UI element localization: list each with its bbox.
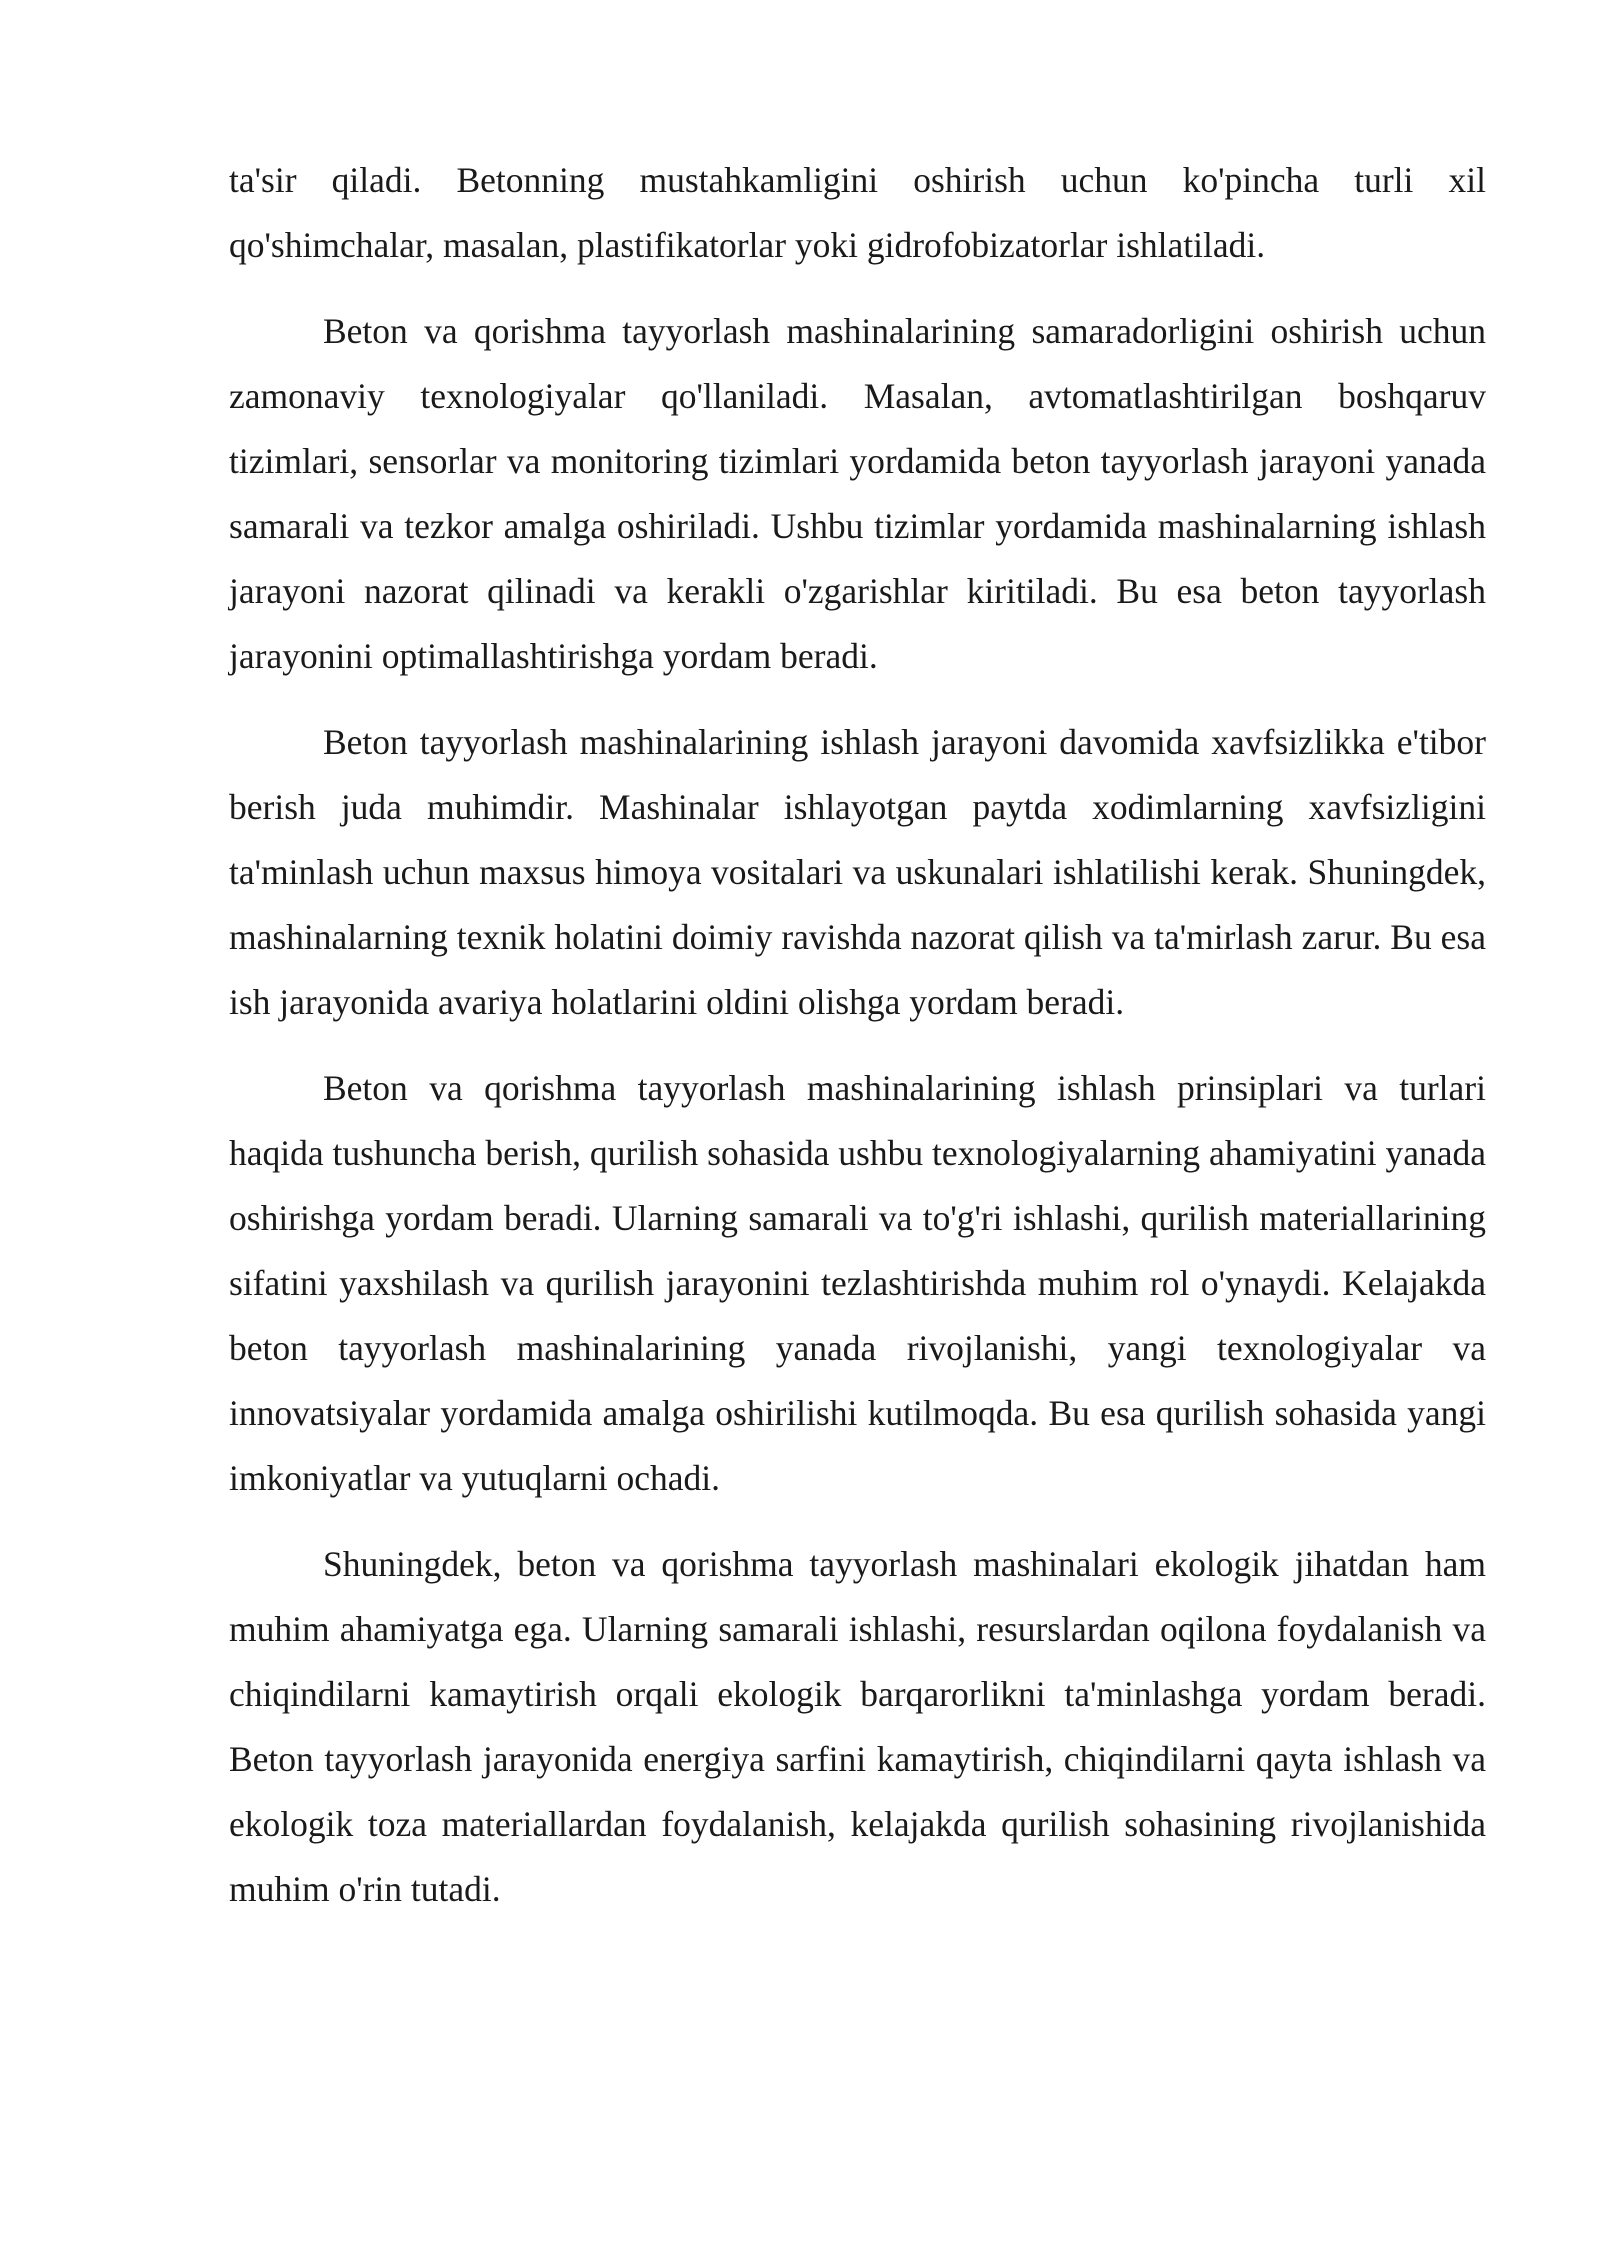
document-body xyxy=(229,148,1486,1922)
paragraph-principles: Beton va qorishma tayyorlash mashinalarining ishlash prinsiplari va turlari haqida tushuncha berish, qurilish sohasida ushbu texnologiyalarning ahamiyatini yanada oshirishga yordam beradi. Ularning samarali va to'g'ri ishlashi, qurilish materiallarining sifatini yaxshilash va qurilish jarayonini tezlashtirishda muhim rol o'ynaydi. Kelajakda beton tayyorlash mashinalarining yanada rivojlanishi, yangi texnologiyalar va innovatsiyalar yordamida amalga oshirilishi kutilmoqda. Bu esa qurilish sohasida yangi imkoniyatlar va yutuqlarni ochadi. xyxy=(229,1068,1487,1498)
paragraph-modern-technologies: Beton va qorishma tayyorlash mashinalarining samaradorligini oshirish uchun zamonaviy texnologiyalar qo'llaniladi. Masalan, avtomatlashtirilgan boshqaruv tizimlari, sensorlar va monitoring tizimlari yordamida beton tayyorlash jarayoni yanada samarali va tezkor amalga oshiriladi. Ushbu tizimlar yordamida mashinalarning ishlash jarayoni nazorat qilinadi va kerakli o'zgarishlar kiritiladi. Bu esa beton tayyorlash jarayonini optimallashtirishga yordam beradi. xyxy=(229,311,1486,676)
paragraph-ecology: Shuningdek, beton va qorishma tayyorlash mashinalari ekologik jihatdan ham muhim ahamiyatga ega. Ularning samarali ishlashi, resurslardan oqilona foydalanish va chiqindilarni kamaytirish orqali ekologik barqarorlikni ta'minlashga yordam beradi. Beton tayyorlash jarayonida energiya sarfini kamaytirish, chiqindilarni qayta ishlash va ekologik toza materiallardan foydalanish, kelajakda qurilish sohasining rivojlanishida muhim o'rin tutadi. xyxy=(229,1544,1486,1909)
paragraph-safety: Beton tayyorlash mashinalarining ishlash jarayoni davomida xavfsizlikka e'tibor berish juda muhimdir. Mashinalar ishlayotgan paytda xodimlarning xavfsizligini ta'minlash uchun maxsus himoya vositalari va uskunalari ishlatilishi kerak. Shuningdek, mashinalarning texnik holatini doimiy ravishda nazorat qilish va ta'mirlash zarur. Bu esa ish jarayonida avariya holatlarini oldini olishga yordam beradi. xyxy=(229,722,1486,1022)
paragraph-continuation: ta'sir qiladi. Betonning mustahkamligini oshirish uchun ko'pincha turli xil qo'shimchalar, masalan, plastifikatorlar yoki gidrofobizatorlar ishlatiladi. xyxy=(229,160,1486,265)
